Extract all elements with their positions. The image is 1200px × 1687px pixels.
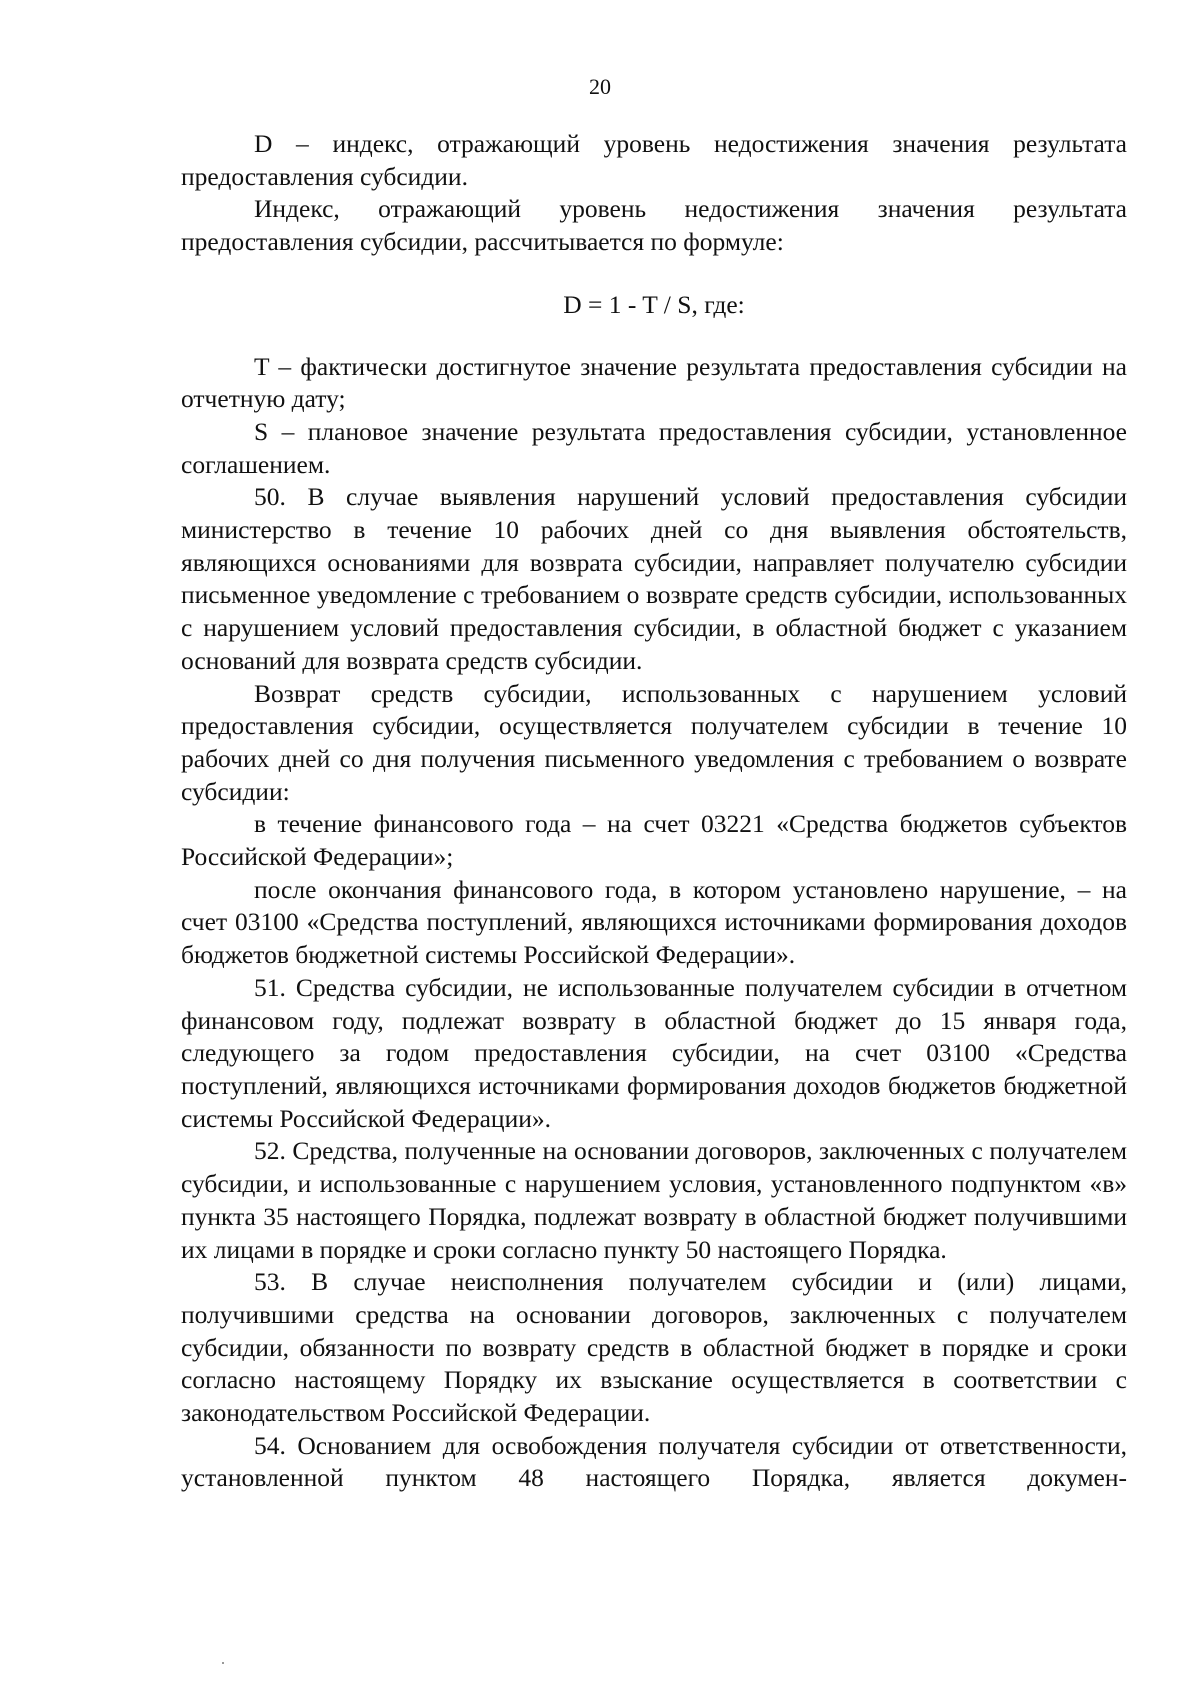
paragraph-account-03221: в течение финансового года – на счет 03221 «Средства бюджетов субъектов Российской Федерации»; (181, 809, 1127, 872)
paragraph-index-definition: D – индекс, отражающий уровень недостижения значения результата предоставления субсидии. (181, 129, 1127, 191)
paragraph-refund-terms: Возврат средств субсидии, использованных с нарушением условий предоставления субсидии, осуществляется получателем субсидии в течение 10 рабочих дней со дня получения письменного уведомления с требованием о возврате субсидии: (181, 678, 1127, 806)
document-body (181, 128, 1127, 1495)
paragraph-item-51: 51. Средства субсидии, не использованные получателем субсидии в отчетном финансовом году, подлежат возврату в областной бюджет до 15 января года, следующего за годом предоставления субсидии, на счет 03100 «Средства поступлений, являющихся источниками формирования доходов бюджетов бюджетной системы Российской Федерации». (181, 972, 1127, 1133)
paragraph-s-definition: S – плановое значение результата предоставления субсидии, установленное соглашением. (181, 416, 1127, 479)
paragraph-item-52: 52. Средства, полученные на основании договоров, заключенных с получателем субсидии, и использованные с нарушением условия, установленного подпунктом «в» пункта 35 настоящего Порядка, подлежат возврату в областной бюджет получившими их лицами в порядке и сроки согласно пункту 50 настоящего Порядка. (181, 1136, 1127, 1264)
paragraph-t-definition: T – фактически достигнутое значение результата предоставления субсидии на отчетную дату; (181, 351, 1127, 414)
paragraph-formula-intro: Индекс, отражающий уровень недостижения значения результата предоставления субсидии, рассчитывается по формуле: (181, 194, 1127, 257)
paragraph-item-54: 54. Основанием для освобождения получателя субсидии от ответственности, установленной пунктом 48 настоящего Порядка, является докумен- (181, 1430, 1127, 1493)
scan-artifact-dot (222, 1662, 224, 1664)
paragraph-item-50: 50. В случае выявления нарушений условий предоставления субсидии министерство в течение 10 рабочих дней со дня выявления обстоятельств, являющихся основаниями для возврата субсидии, направляет получателю субсидии письменное уведомление с требованием о возврате средств субсидии, использованных с нарушением условий предоставления субсидии, в областной бюджет с указанием оснований для возврата средств субсидии. (181, 482, 1127, 675)
formula: D = 1 - T / S, где: (563, 289, 745, 319)
paragraph-account-03100: после окончания финансового года, в котором установлено нарушение, – на счет 03100 «Средства поступлений, являющихся источниками формирования доходов бюджетов бюджетной системы Российской Федерации». (181, 874, 1127, 970)
page-number: 20 (589, 74, 611, 99)
paragraph-item-53: 53. В случае неисполнения получателем субсидии и (или) лицами, получившими средства на основании договоров, заключенных с получателем субсидии, обязанности по возврату средств в областной бюджет в порядке и сроки согласно настоящему Порядку их взыскание осуществляется в соответствии с законодательством Российской Федерации. (181, 1267, 1127, 1428)
